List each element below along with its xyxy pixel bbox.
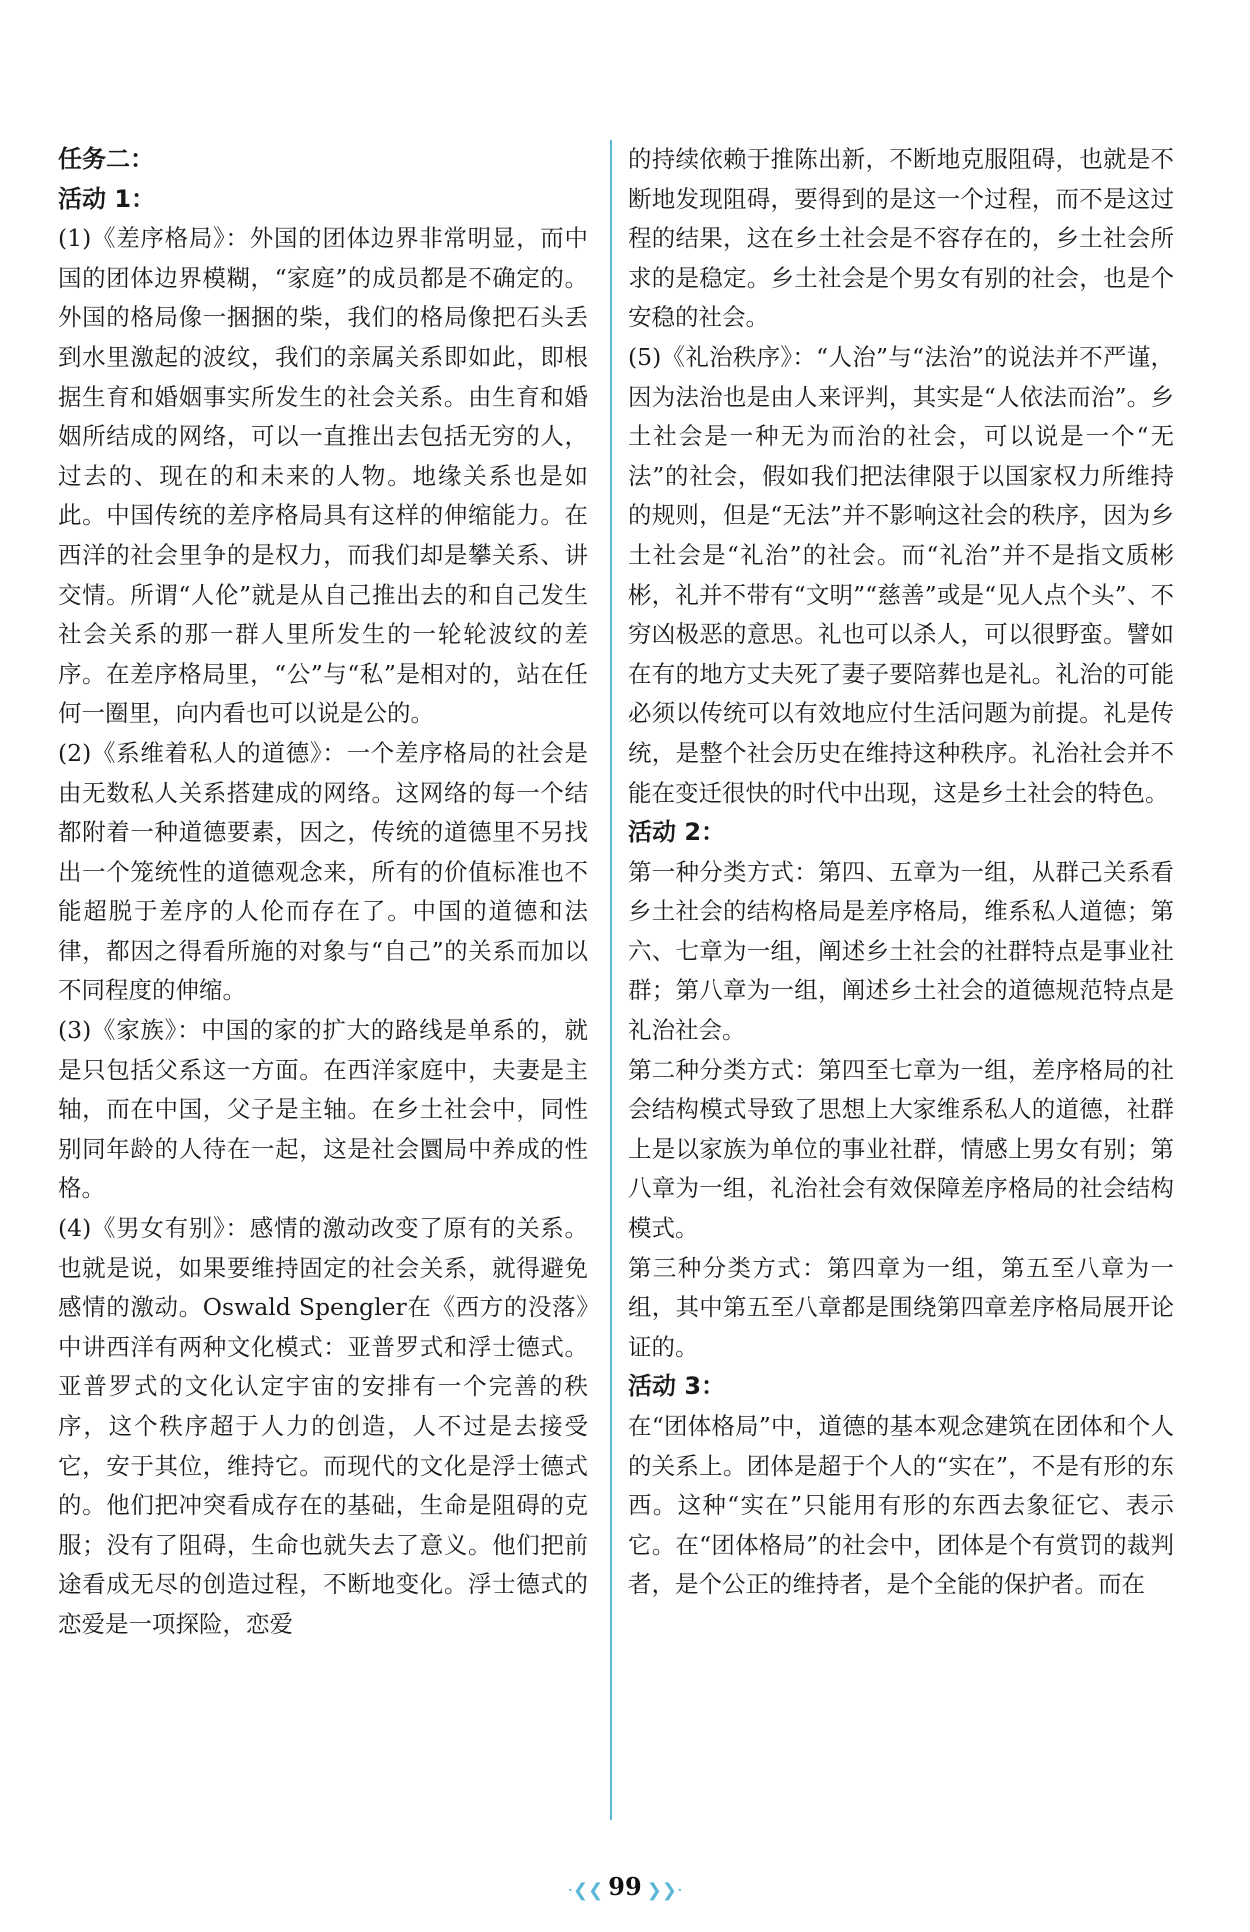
page-number: 99 [608,1872,642,1901]
page-footer [0,1872,1250,1901]
paragraph: (5)《礼治秩序》：“人治”与“法治”的说法并不严谨，因为法治也是由人来评判，其实是“人依法而治”。乡土社会是一种无为而治的社会，可以说是一个“无法”的社会，假如我们把法律限于以国家权力所维持的规则，但是“无法”并不影响这社会的秩序，因为乡土社会是“礼治”的社会。而“礼治”并不是指文质彬彬，礼并不带有“文明”“慈善”或是“见人点个头”、不穷凶极恶的意思。礼也可以杀人，可以很野蛮。譬如在有的地方丈夫死了妻子要陪葬也是礼。礼治的可能必须以传统可以有效地应付生活问题为前提。礼是传统，是整个社会历史在维持这种秩序。礼治社会并不能在变迁很快的时代中出现，这是乡土社会的特色。 [628,342,1174,807]
right-column [628,140,1174,1605]
section-heading: 活动 1： [58,184,156,213]
paragraph: (1)《差序格局》：外国的团体边界非常明显，而中国的团体边界模糊，“家庭”的成员都是不确定的。外国的格局像一捆捆的柴，我们的格局像把石头丢到水里激起的波纹，我们的亲属关系即如此，即根据生育和婚姻事实所发生的社会关系。由生育和婚姻所结成的网络，可以一直推出去包括无穷的人，过去的、现在的和未来的人物。地缘关系也是如此。中国传统的差序格局具有这样的伸缩能力。在西洋的社会里争的是权力，而我们却是攀关系、讲交情。所谓“人伦”就是从自己推出去的和自己发生社会关系的那一群人里所发生的一轮轮波纹的差序。在差序格局里，“公”与“私”是相对的，站在任何一圈里，向内看也可以说是公的。 [58,224,588,728]
paragraph: 在“团体格局”中，道德的基本观念建筑在团体和个人的关系上。团体是超于个人的“实在”，不是有形的东西。这种“实在”只能用有形的东西去象征它、表示它。在“团体格局”的社会中，团体是个有赏罚的裁判者，是个公正的维持者，是个全能的保护者。而在 [628,1412,1174,1599]
section-heading: 活动 3： [628,1372,726,1401]
ornament-left-icon: ·❮❮ [567,1880,604,1901]
section-heading: 任务二： [58,145,154,173]
paragraph: (2)《系维着私人的道德》：一个差序格局的社会是由无数私人关系搭建成的网络。这网络的每一个结都附着一种道德要素，因之，传统的道德里不另找出一个笼统性的道德观念来，所有的价值标准也不能超脱于差序的人伦而存在了。中国的道德和法律，都因之得看所施的对象与“自己”的关系而加以不同程度的伸缩。 [58,738,588,1005]
section-heading: 活动 2： [628,818,726,847]
ornament-right-icon: ❯❯· [646,1880,683,1901]
paragraph: 第三种分类方式：第四章为一组，第五至八章为一组，其中第五至八章都是围绕第四章差序格局展开论证的。 [628,1253,1174,1361]
paragraph: (4)《男女有别》：感情的激动改变了原有的关系。也就是说，如果要维持固定的社会关系，就得避免感情的激动。Oswald Spengler在《西方的没落》中讲西洋有两种文化模式：亚普罗式和浮士德式。亚普罗式的文化认定宇宙的安排有一个完善的秩序，这个秩序超于人力的创造，人不过是去接受它，安于其位，维持它。而现代的文化是浮士德式的。他们把冲突看成存在的基础，生命是阻碍的克服；没有了阻碍，生命也就失去了意义。他们把前途看成无尽的创造过程，不断地变化。浮士德式的恋爱是一项探险，恋爱 [58,1214,588,1638]
paragraph: 第二种分类方式：第四至七章为一组，差序格局的社会结构模式导致了思想上大家维系私人的道德，社群上是以家族为单位的事业社群，情感上男女有别；第八章为一组，礼治社会有效保障差序格局的社会结构模式。 [628,1055,1174,1243]
column-divider [610,140,612,1820]
paragraph: 的持续依赖于推陈出新，不断地克服阻碍，也就是不断地发现阻碍，要得到的是这一个过程，而不是这过程的结果，这在乡土社会是不容存在的，乡土社会所求的是稳定。乡土社会是个男女有别的社会，也是个安稳的社会。 [628,145,1174,332]
left-column [58,140,588,1645]
paragraph: 第一种分类方式：第四、五章为一组，从群己关系看乡土社会的结构格局是差序格局，维系私人道德；第六、七章为一组，阐述乡土社会的社群特点是事业社群；第八章为一组，阐述乡土社会的道德规范特点是礼治社会。 [628,857,1174,1045]
paragraph: (3)《家族》：中国的家的扩大的路线是单系的，就是只包括父系这一方面。在西洋家庭中，夫妻是主轴，而在中国，父子是主轴。在乡土社会中，同性别同年龄的人待在一起，这是社会圜局中养成的性格。 [58,1016,588,1203]
